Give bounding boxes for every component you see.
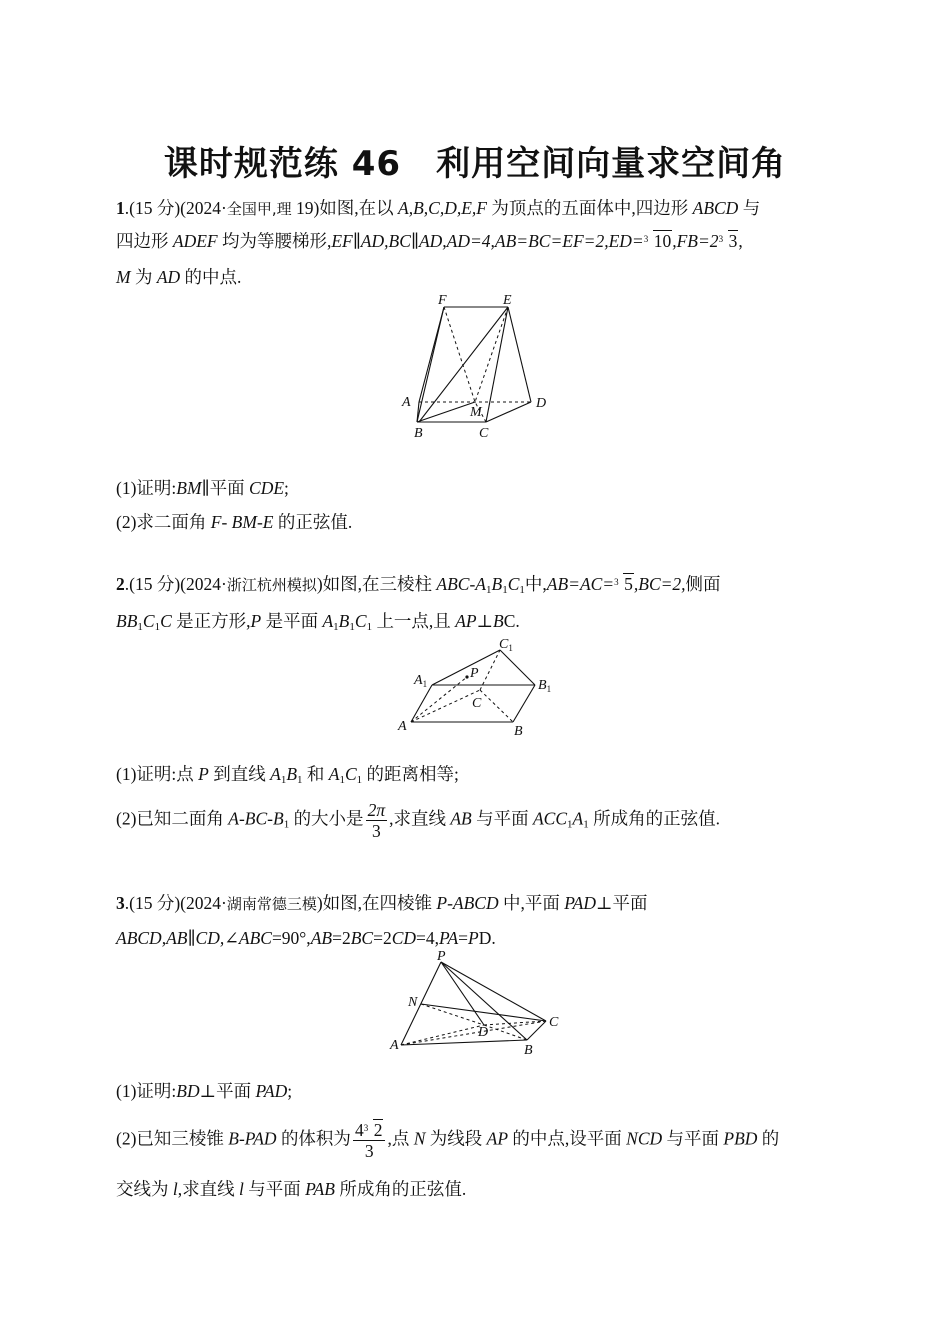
problem-1-line-1: 1.(15 分)(2024·全国甲,理 19)如图,在以 A,B,C,D,E,F 为顶点的五面体中,四边形 ABCD 与 <box>116 198 761 218</box>
problem-1-line-3: M 为 AD 的中点. <box>116 267 242 287</box>
problem-1-question-1: (1)证明:BM∥平面 CDE; <box>116 478 289 498</box>
fig2-label-C1: $C_1$ <box>499 637 513 653</box>
fig3-label-B: B <box>524 1043 533 1058</box>
fig1-label-M: M <box>470 405 482 420</box>
fraction-4-root2-3: 4 3 2 3 <box>353 1120 386 1161</box>
fig2-label-B: B <box>514 724 523 739</box>
fig2-label-B1: $B_1$ <box>538 678 552 694</box>
figure-1 <box>395 290 555 440</box>
fraction-2pi-3: $\frac{2\pi}{3}$ <box>367 800 386 841</box>
fig2-label-A1: $A_1$ <box>414 673 428 689</box>
figure-3 <box>385 950 565 1060</box>
problem-2-question-1: (1)证明:点 P 到直线 $A_1B_1$ 和 $A_1C_1$ 的距离相等; <box>116 764 459 786</box>
problem-3-line-3: 交线为 l,求直线 l 与平面 PAB 所成角的正弦值. <box>116 1179 467 1199</box>
fig2-label-A: A <box>398 719 407 734</box>
fig3-label-N: N <box>408 995 418 1010</box>
problem-3-line-2: ABCD,AB∥CD,∠ABC=90°,AB=2BC=2CD=4,PA=PD. <box>116 928 496 948</box>
problem-2-question-2: (2)已知二面角 $A-BC-B_1$ 的大小是 $\frac{2\pi}{3}$ ,求直线 AB 与平面 $ACC_1A_1$ 所成角的正弦值. <box>116 800 720 841</box>
problem-3-question-2: (2)已知三棱锥 B-PAD 的体积为 4 3 2 3 ,点 N 为线段 AP 的中点,设平面 NCD 与平面 PBD 的 <box>116 1120 780 1161</box>
fig3-label-C: C <box>549 1015 559 1030</box>
fig3-label-A: A <box>390 1038 399 1053</box>
fig3-label-P: P <box>437 949 446 964</box>
fig1-label-A: A <box>402 395 411 410</box>
fig2-label-C: C <box>472 696 482 711</box>
problem-2-line-2: $BB_1C_1C$ 是正方形,P 是平面 $A_1B_1C_1$ 上一点,且 AP⊥BC. <box>116 611 520 633</box>
fig1-label-D: D <box>536 396 547 411</box>
fig1-label-F: F <box>438 293 447 308</box>
fig1-label-B: B <box>414 426 423 441</box>
page-title: 课时规范练 46 利用空间向量求空间角 <box>163 144 787 184</box>
fig1-label-E: E <box>503 293 512 308</box>
problem-3-line-1: 3.(15 分)(2024·湖南常德三模)如图,在四棱锥 P-ABCD 中,平面 PAD⊥平面 <box>116 893 648 913</box>
problem-3-question-1: (1)证明:BD⊥平面 PAD; <box>116 1081 293 1101</box>
figure-2 <box>395 635 565 740</box>
problem-2-line-1: 2.(15 分)(2024·浙江杭州模拟)如图,在三棱柱 ABC-$A_1B_1C_1$中,AB=AC= 3 5,BC=2,侧面 <box>116 574 721 596</box>
fig1-label-C: C <box>479 426 489 441</box>
fig2-label-P: P <box>470 666 479 681</box>
fig3-label-D: D <box>478 1025 489 1040</box>
problem-1-line-2: 四边形 ADEF 均为等腰梯形,EF∥AD,BC∥AD,AD=4,AB=BC=EF=2,ED= 3 10,FB=2 3 3, <box>116 231 743 251</box>
problem-1-question-2: (2)求二面角 F- BM-E 的正弦值. <box>116 512 353 532</box>
